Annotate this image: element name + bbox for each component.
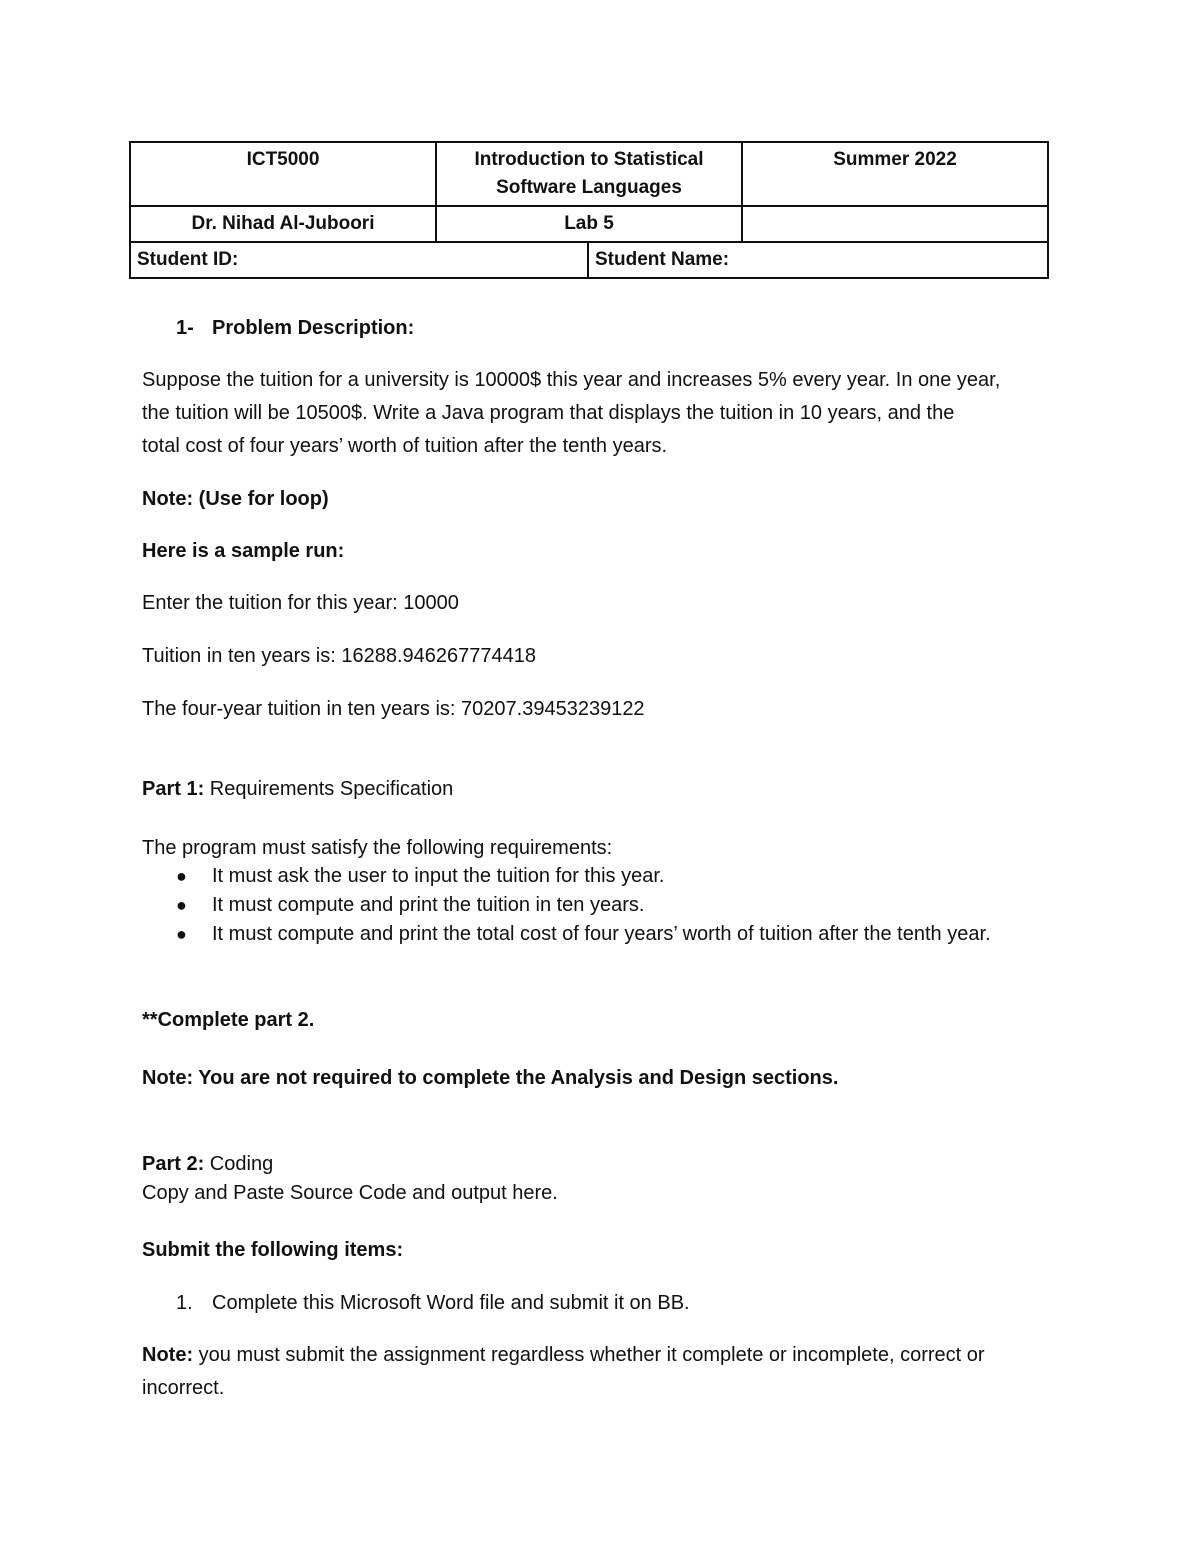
bullet-icon: ● <box>176 895 187 915</box>
problem-line-2: the tuition will be 10500$. Write a Java program that displays the tuition in 10 years, and the <box>142 402 955 424</box>
sample-line-1: Enter the tuition for this year: 10000 <box>142 592 459 614</box>
part2-title: Coding <box>204 1153 274 1175</box>
list-item <box>142 891 1042 920</box>
final-note-line-2: incorrect. <box>142 1377 225 1399</box>
requirement-text: It must ask the user to input the tuition for this year. <box>212 865 665 887</box>
part2-instruction: Copy and Paste Source Code and output here. <box>142 1182 558 1204</box>
submit-heading: Submit the following items: <box>142 1239 404 1261</box>
student-id-cell: Student ID: <box>130 242 588 278</box>
course-title-line2: Software Languages <box>496 177 682 198</box>
complete-part2-note: **Complete part 2. <box>142 1009 315 1031</box>
requirement-text: It must compute and print the tuition in ten years. <box>212 894 645 916</box>
course-title-cell <box>436 142 742 206</box>
part1-label: Part 1: <box>142 778 205 800</box>
part2-label: Part 2: <box>142 1153 205 1175</box>
requirements-intro: The program must satisfy the following requirements: <box>142 837 613 859</box>
course-title-line1: Introduction to Statistical <box>474 149 704 170</box>
problem-number: 1- <box>176 317 194 339</box>
problem-description <box>142 364 1058 463</box>
requirement-text: It must compute and print the total cost of four years’ worth of tuition after the tenth year. <box>212 923 991 945</box>
final-note-text: you must submit the assignment regardless whether it complete or incomplete, correct or <box>193 1344 985 1366</box>
problem-line-3: total cost of four years’ worth of tuition after the tenth years. <box>142 435 668 457</box>
submit-item-text: Complete this Microsoft Word file and submit it on BB. <box>212 1292 690 1314</box>
problem-heading-text: Problem Description: <box>212 317 415 339</box>
sample-line-3: The four-year tuition in ten years is: 70207.39453239122 <box>142 698 645 720</box>
bullet-icon: ● <box>176 924 187 944</box>
empty-cell <box>742 206 1048 242</box>
final-note-label: Note: <box>142 1344 194 1366</box>
course-code-cell: ICT5000 <box>130 142 436 206</box>
bullet-icon: ● <box>176 866 187 886</box>
part1-title: Requirements Specification <box>204 778 454 800</box>
part1-heading <box>142 773 1058 806</box>
term-cell: Summer 2022 <box>742 142 1048 206</box>
problem-line-1: Suppose the tuition for a university is 10000$ this year and increases 5% every year. In one year, <box>142 369 1001 391</box>
analysis-note: Note: You are not required to complete the Analysis and Design sections. <box>142 1067 839 1089</box>
student-name-cell: Student Name: <box>588 242 1048 278</box>
instructor-cell: Dr. Nihad Al-Juboori <box>130 206 436 242</box>
submit-item-number: 1. <box>176 1292 193 1314</box>
final-note <box>142 1339 1058 1405</box>
requirements-list <box>142 862 1042 949</box>
problem-heading <box>176 313 414 343</box>
sample-run-heading: Here is a sample run: <box>142 540 345 562</box>
list-item <box>142 862 1042 891</box>
header-table <box>129 141 1049 279</box>
loop-note: Note: (Use for loop) <box>142 488 329 510</box>
list-item <box>142 920 1042 949</box>
submit-item <box>176 1288 690 1318</box>
lab-cell: Lab 5 <box>436 206 742 242</box>
sample-line-2: Tuition in ten years is: 16288.946267774418 <box>142 645 536 667</box>
final-note-line-1 <box>142 1339 1058 1372</box>
